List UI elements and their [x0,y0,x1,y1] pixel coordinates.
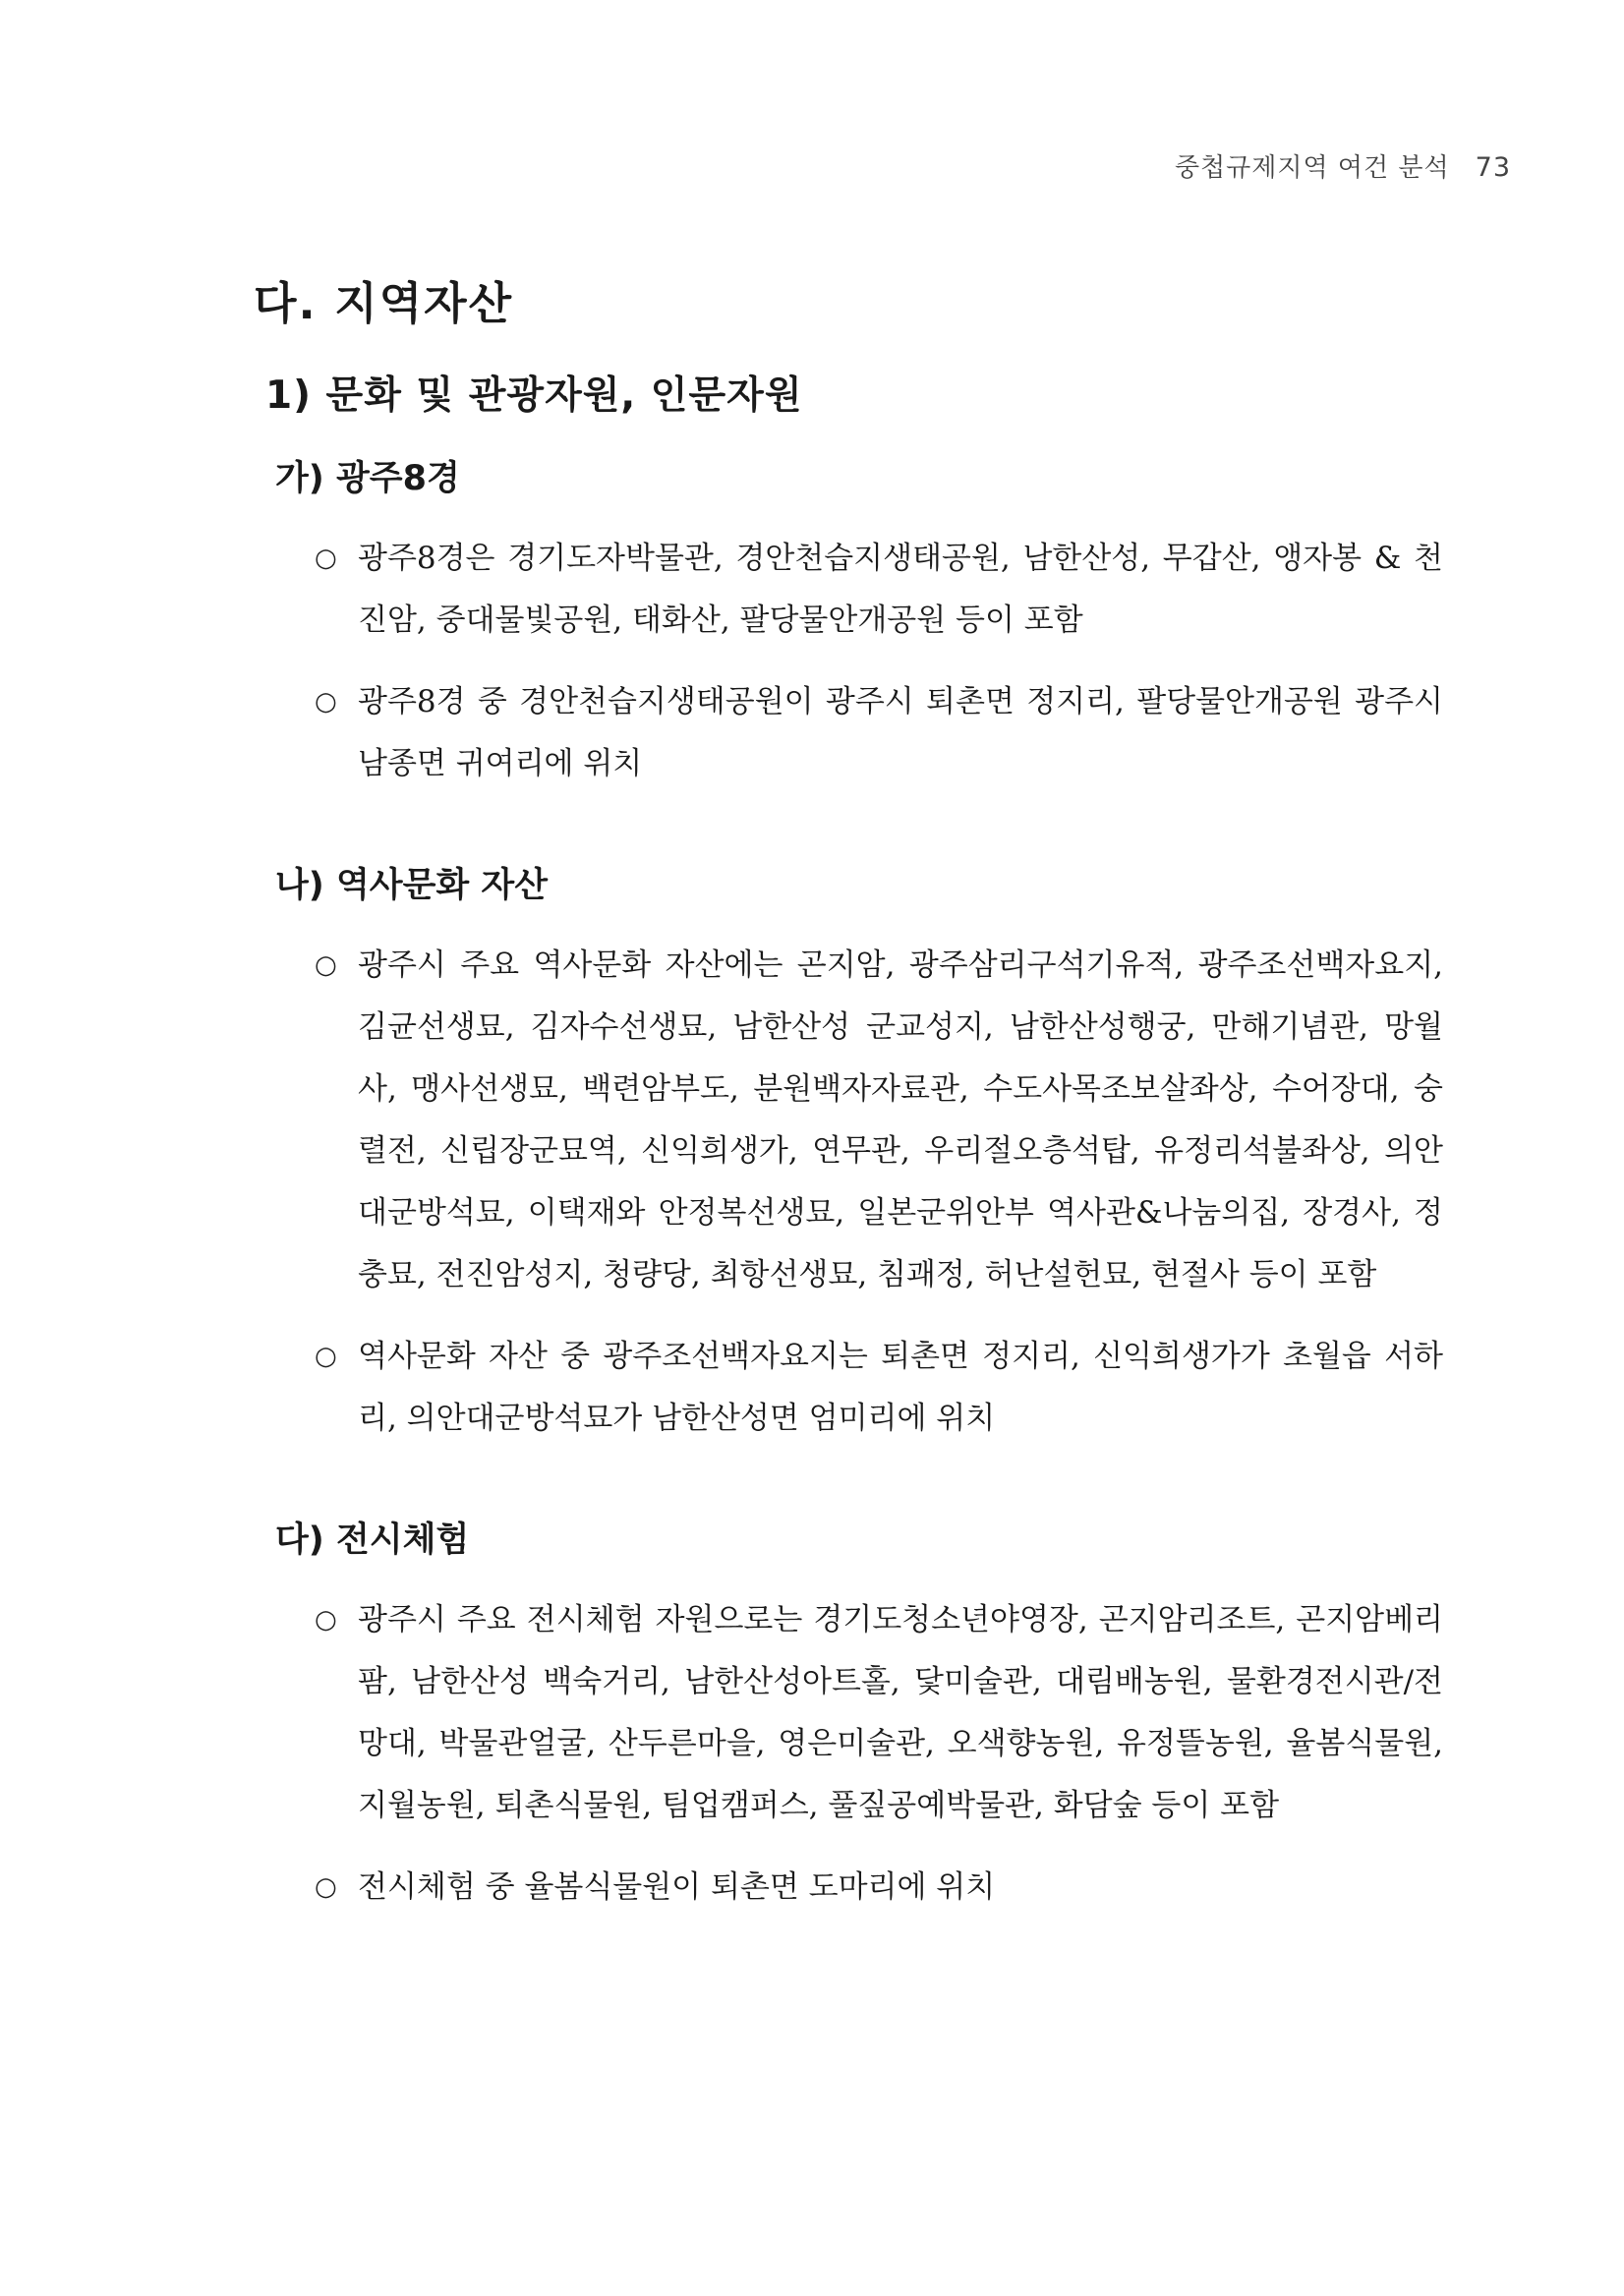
group-gwangju-8-views [254,451,1443,795]
page-number: 73 [1475,152,1511,183]
bullet-item [254,1857,1443,1919]
bullet-list [254,1589,1443,1919]
circle-bullet-icon: ○ [315,1872,337,1902]
bullet-item [254,671,1443,795]
bullet-item [254,528,1443,652]
group-title: 다) 전시체험 [275,1521,470,1560]
circle-bullet-icon: ○ [315,950,337,980]
bullet-list [254,935,1443,1450]
bullet-text: 광주시 주요 전시체험 자원으로는 경기도청소년야영장, 곤지암리조트, 곤지암베리팜, 남한산성 백숙거리, 남한산성아트홀, 닻미술관, 대림배농원, 물환경전시관/전망대, 박물관얼굴, 산두른마을, 영은미술관, 오색향농원, 유정뜰농원, 율봄식물원, 지월농원, 퇴촌식물원, 팀업캠퍼스, 풀짚공예박물관, 화담숲 등이 포함 [358,1602,1443,1823]
group-title: 나) 역사문화 자산 [275,866,549,905]
circle-bullet-icon: ○ [315,1605,337,1635]
page-body [254,267,1443,1919]
bullet-list [254,528,1443,795]
bullet-item [254,935,1443,1306]
circle-bullet-icon: ○ [315,1342,337,1371]
group-exhibition-experience [254,1513,1443,1919]
bullet-text: 역사문화 자산 중 광주조선백자요지는 퇴촌면 정지리, 신익희생가가 초월읍 서하리, 의안대군방석묘가 남한산성면 엄미리에 위치 [358,1339,1443,1436]
group-historical-cultural-assets [254,858,1443,1450]
bullet-text: 광주8경 중 경안천습지생태공원이 광주시 퇴촌면 정지리, 팔당물안개공원 광주시 남종면 귀여리에 위치 [358,684,1443,781]
running-header [1175,147,1511,184]
bullet-text: 전시체험 중 율봄식물원이 퇴촌면 도마리에 위치 [358,1869,996,1905]
circle-bullet-icon: ○ [315,687,337,717]
circle-bullet-icon: ○ [315,544,337,573]
bullet-item [254,1326,1443,1450]
running-title: 중첩규제지역 여건 분석 [1174,153,1450,183]
group-title: 가) 광주8경 [275,459,460,498]
bullet-item [254,1589,1443,1837]
bullet-text: 광주시 주요 역사문화 자산에는 곤지암, 광주삼리구석기유적, 광주조선백자요지, 김균선생묘, 김자수선생묘, 남한산성 군교성지, 남한산성행궁, 만해기념관, 망월사, 맹사선생묘, 백련암부도, 분원백자자료관, 수도사목조보살좌상, 수어장대, 숭렬전, 신립장군묘역, 신익희생가, 연무관, 우리절오층석탑, 유정리석불좌상, 의안대군방석묘, 이택재와 안정복선생묘, 일본군위안부 역사관&나눔의집, 장경사, 정충묘, 전진암성지, 청량당, 최항선생묘, 침괘정, 허난설헌묘, 현절사 등이 포함 [358,947,1443,1292]
bullet-text: 광주8경은 경기도자박물관, 경안천습지생태공원, 남한산성, 무갑산, 앵자봉 & 천진암, 중대물빛공원, 태화산, 팔당물안개공원 등이 포함 [358,541,1443,638]
subsection-title: 1) 문화 및 관광자원, 인문자원 [265,373,803,418]
section-title: 다. 지역자산 [254,277,514,329]
